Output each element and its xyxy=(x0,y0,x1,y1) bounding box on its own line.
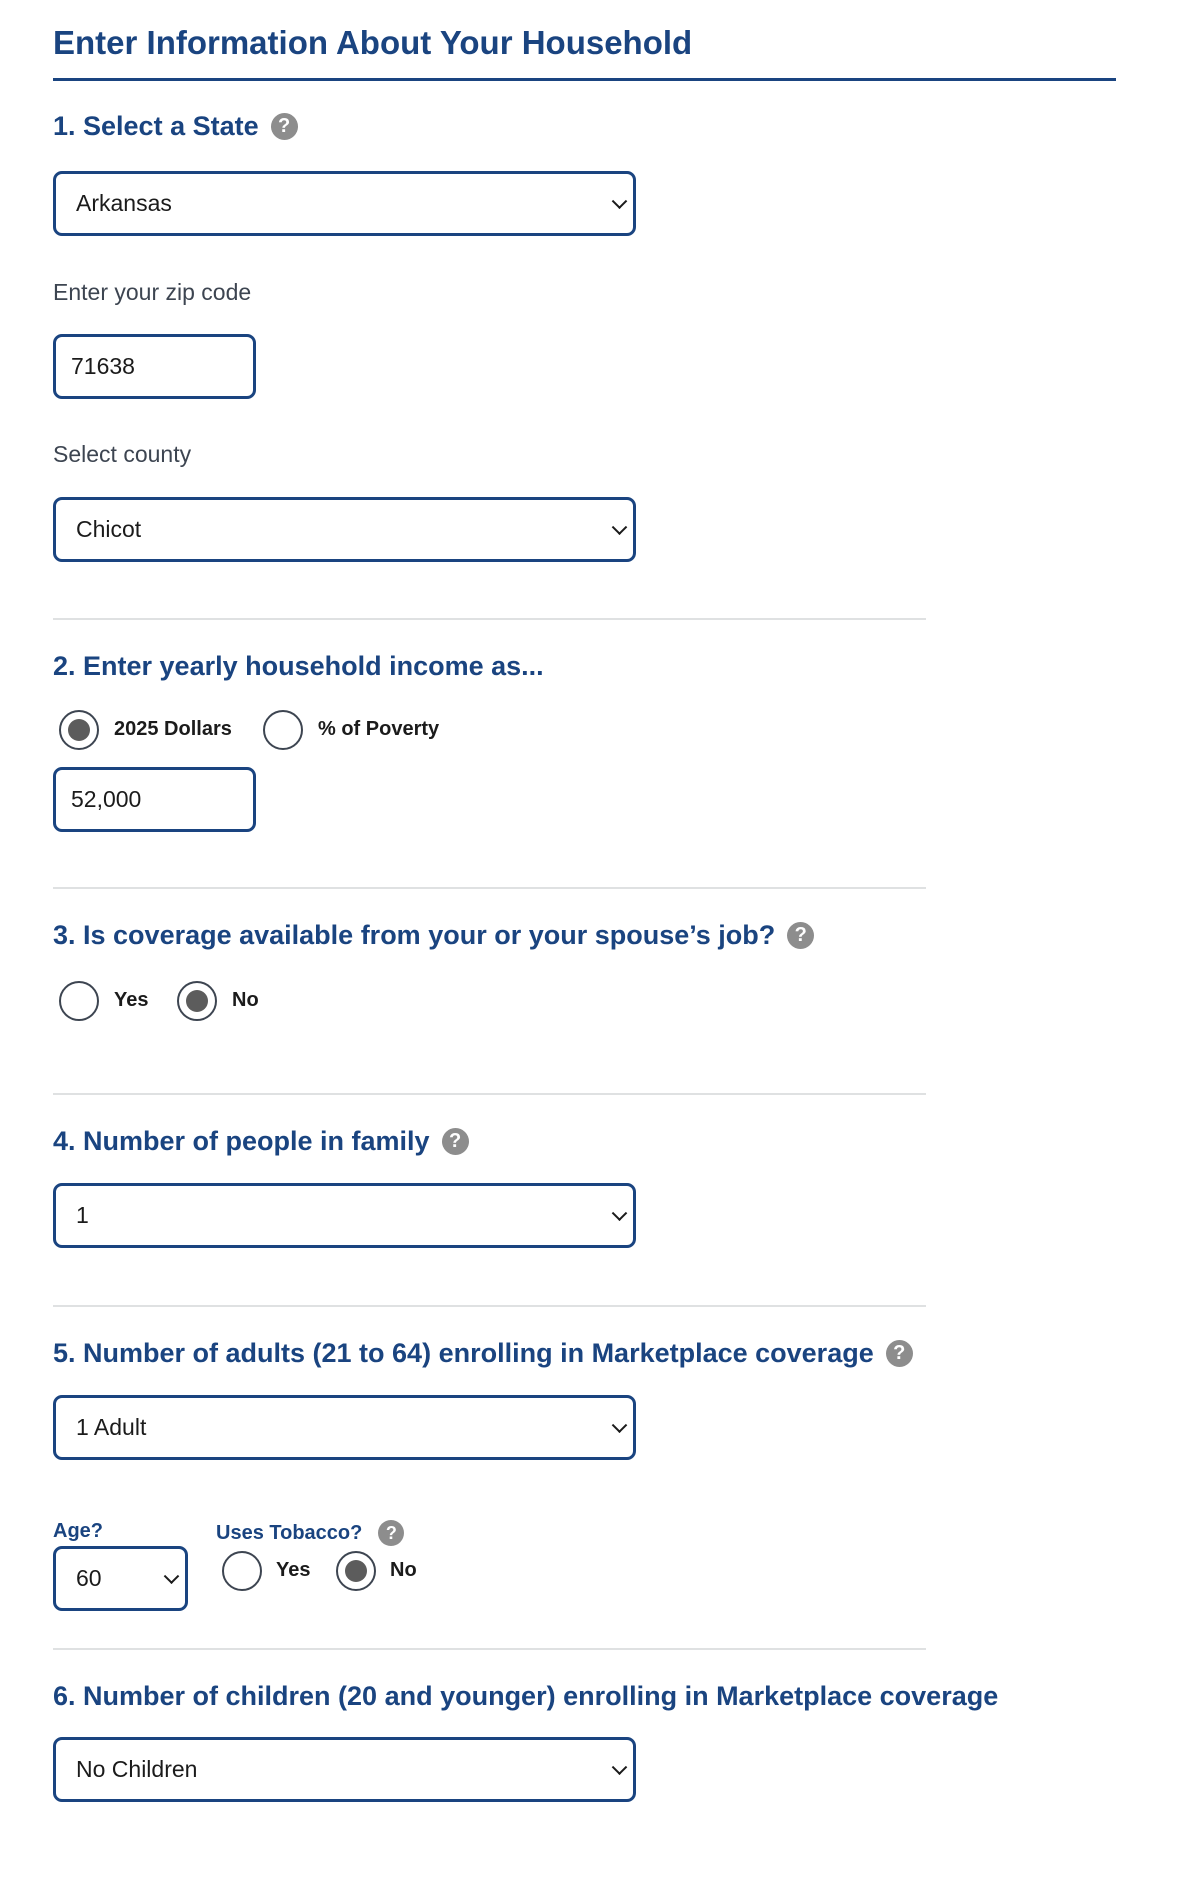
help-icon[interactable]: ? xyxy=(378,1520,404,1546)
section5-heading-text: 5. Number of adults (21 to 64) enrolling in Marketplace coverage xyxy=(53,1337,874,1368)
children-select-value: No Children xyxy=(76,1756,198,1782)
chevron-down-icon xyxy=(612,1205,628,1221)
income-dollars-radio[interactable] xyxy=(59,710,99,750)
chevron-down-icon xyxy=(612,1417,628,1433)
chevron-down-icon xyxy=(164,1568,180,1584)
county-select[interactable] xyxy=(53,497,636,562)
help-icon[interactable]: ? xyxy=(271,113,298,140)
section2-heading xyxy=(53,648,544,684)
income-poverty-label[interactable]: % of Poverty xyxy=(318,718,440,740)
help-icon[interactable]: ? xyxy=(886,1340,913,1367)
section4-heading xyxy=(53,1123,469,1159)
adults-select[interactable] xyxy=(53,1395,636,1460)
age-label: Age? xyxy=(53,1520,103,1542)
job-coverage-no-label[interactable]: No xyxy=(232,989,259,1011)
age-select[interactable] xyxy=(53,1546,188,1611)
tobacco-no-radio[interactable] xyxy=(336,1551,376,1591)
help-icon[interactable]: ? xyxy=(442,1128,469,1155)
page-title: Enter Information About Your Household xyxy=(53,24,693,61)
section1-heading-text: 1. Select a State xyxy=(53,110,259,141)
tobacco-yes-label[interactable]: Yes xyxy=(276,1559,311,1581)
section6-heading-text: 6. Number of children (20 and younger) enrolling in Marketplace coverage xyxy=(53,1680,999,1711)
income-input[interactable]: 52,000 xyxy=(53,767,256,832)
section-divider xyxy=(53,887,926,889)
zip-input[interactable]: 71638 xyxy=(53,334,256,399)
state-select-value: Arkansas xyxy=(76,190,172,216)
tobacco-yes-radio[interactable] xyxy=(222,1551,262,1591)
section-divider xyxy=(53,618,926,620)
tobacco-label xyxy=(216,1520,404,1546)
job-coverage-yes-label[interactable]: Yes xyxy=(114,989,149,1011)
age-select-value: 60 xyxy=(76,1565,102,1591)
income-dollars-label[interactable]: 2025 Dollars xyxy=(114,718,232,740)
title-divider xyxy=(53,78,1116,81)
state-select[interactable] xyxy=(53,171,636,236)
tobacco-label-text: Uses Tobacco? xyxy=(216,1521,363,1544)
adults-select-value: 1 Adult xyxy=(76,1414,147,1440)
county-select-value: Chicot xyxy=(76,516,142,542)
zip-label: Enter your zip code xyxy=(53,279,252,305)
section-divider xyxy=(53,1093,926,1095)
job-coverage-no-radio[interactable] xyxy=(177,981,217,1021)
section3-heading-text: 3. Is coverage available from your or your spouse’s job? xyxy=(53,919,776,950)
section6-heading xyxy=(53,1678,998,1714)
section4-heading-text: 4. Number of people in family xyxy=(53,1125,430,1156)
children-select[interactable] xyxy=(53,1737,636,1802)
section3-heading xyxy=(53,917,814,953)
section5-heading xyxy=(53,1335,913,1371)
family-size-value: 1 xyxy=(76,1202,89,1228)
tobacco-no-label[interactable]: No xyxy=(390,1559,417,1581)
chevron-down-icon xyxy=(612,1759,628,1775)
chevron-down-icon xyxy=(612,519,628,535)
section-divider xyxy=(53,1305,926,1307)
section1-heading xyxy=(53,108,298,144)
chevron-down-icon xyxy=(612,193,628,209)
county-label: Select county xyxy=(53,441,192,467)
help-icon[interactable]: ? xyxy=(787,922,814,949)
section-divider xyxy=(53,1648,926,1650)
income-poverty-radio[interactable] xyxy=(263,710,303,750)
section2-heading-text: 2. Enter yearly household income as... xyxy=(53,650,544,681)
family-size-select[interactable] xyxy=(53,1183,636,1248)
job-coverage-yes-radio[interactable] xyxy=(59,981,99,1021)
